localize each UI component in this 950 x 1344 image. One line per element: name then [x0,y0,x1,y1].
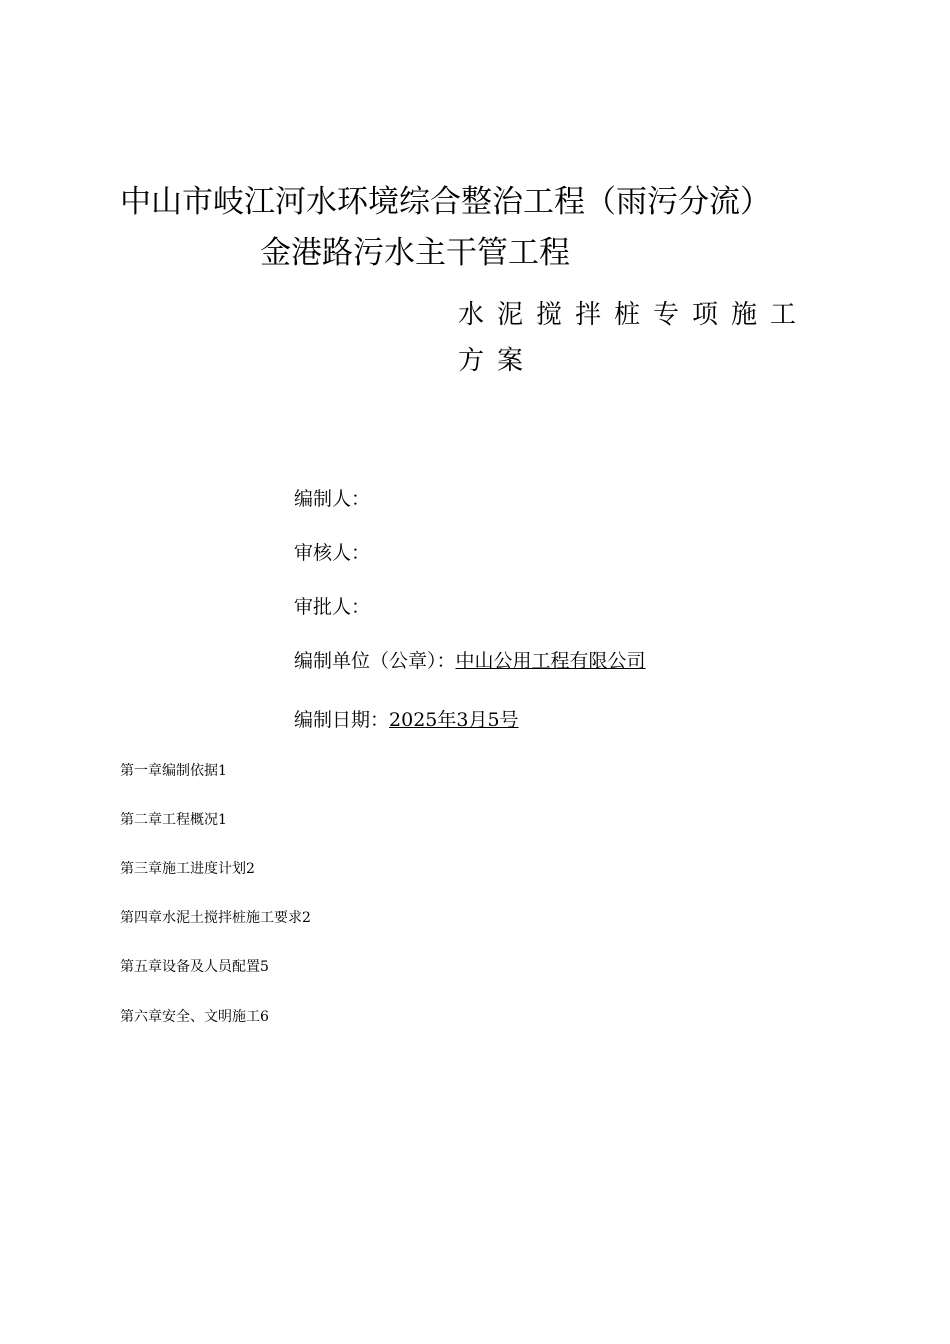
unit-value: 中山公用工程有限公司 [455,650,646,672]
document-title-line1: 中山市岐江河水环境综合整治工程（雨污分流） [120,184,771,220]
date-label: 编制日期： [294,709,390,731]
approver-field [294,593,370,621]
toc-item-5[interactable]: 第五章设备及人员配置5 [120,959,269,975]
toc-item-3[interactable]: 第三章施工进度计划2 [120,861,255,877]
approver-label: 审批人： [294,596,371,618]
editor-label: 编制人： [294,488,371,510]
toc-item-2[interactable]: 第二章工程概况1 [120,812,227,828]
toc-item-4[interactable]: 第四章水泥土搅拌桩施工要求2 [120,910,311,926]
editor-field [294,485,370,513]
reviewer-field [294,539,370,567]
reviewer-label: 审核人： [294,542,371,564]
toc-item-6[interactable]: 第六章安全、文明施工6 [120,1009,269,1025]
date-value: 2025年3月5号 [389,709,519,731]
document-subtitle: 水泥搅拌桩专项施工方案 [458,300,810,376]
unit-label: 编制单位（公章）： [294,650,456,672]
unit-field [294,647,646,675]
date-field [294,706,519,734]
toc-item-1[interactable]: 第一章编制依据1 [120,763,227,779]
document-title-line2: 金港路污水主干管工程 [260,235,570,271]
